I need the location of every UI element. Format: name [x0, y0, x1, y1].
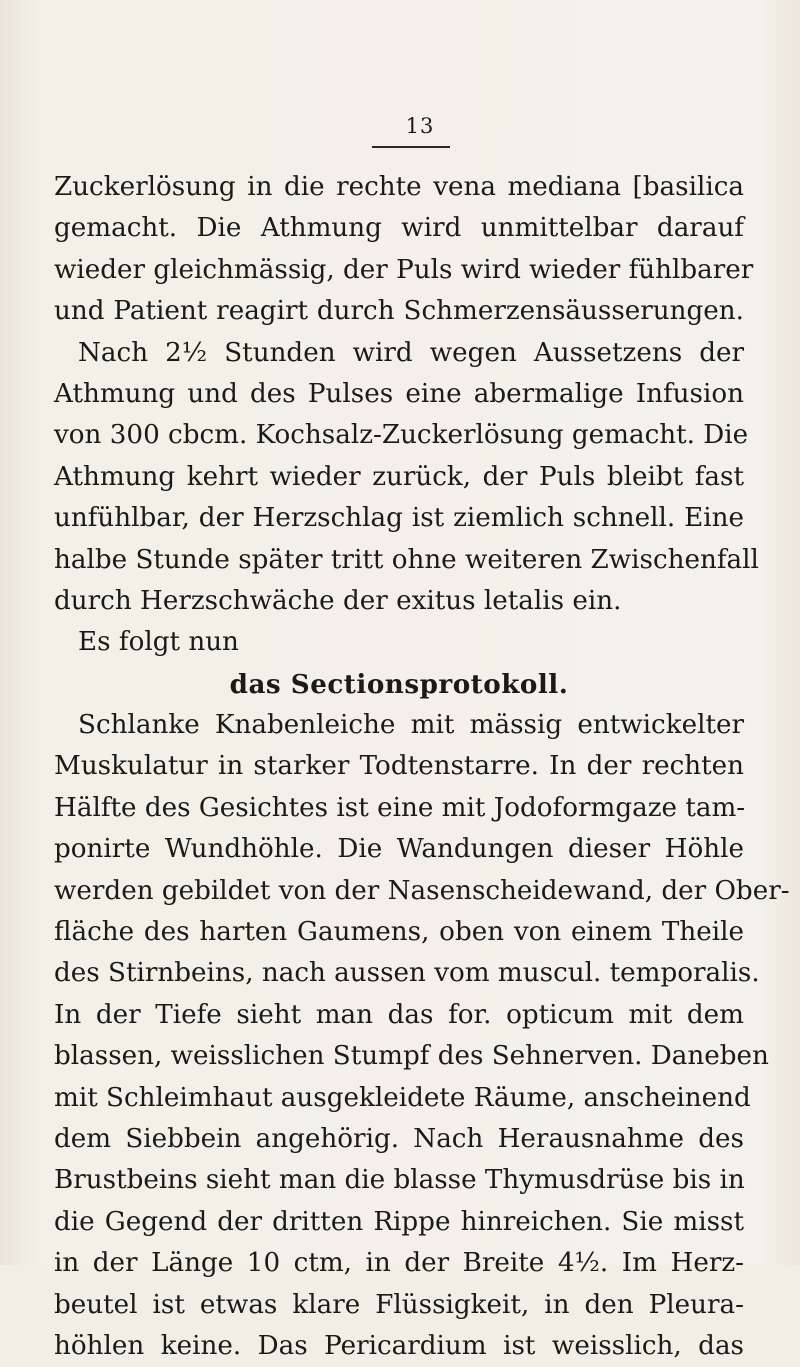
text-line: Schlanke Knabenleiche mit mässig entwickelter	[78, 710, 744, 741]
text-line: Zuckerlösung in die rechte vena mediana [basilica	[54, 172, 744, 202]
text-line: Athmung und des Pulses eine abermalige Infusion	[54, 378, 744, 409]
text-line: Nach 2½ Stunden wird wegen Aussetzens der	[78, 337, 744, 368]
text-line: die Gegend der dritten Rippe hinreichen. Sie misst	[54, 1206, 744, 1237]
text-line: Es folgt nun	[78, 627, 239, 658]
text-line: Athmung kehrt wieder zurück, der Puls bleibt fast	[54, 461, 744, 492]
text-line: Brustbeins sieht man die blasse Thymusdrüse bis in	[54, 1165, 745, 1196]
text-line: des Stirnbeins, nach aussen vom muscul. temporalis.	[54, 958, 760, 989]
text-line: blassen, weisslichen Stumpf des Sehnerven. Daneben	[54, 1041, 769, 1072]
text-line: dem Siebbein angehörig. Nach Herausnahme des	[54, 1123, 744, 1154]
text-line: Muskulatur in starker Todtenstarre. In der rechten	[54, 751, 744, 782]
section-heading: das Sectionsprotokoll.	[229, 668, 569, 700]
body-text	[54, 167, 790, 1367]
text-line: in der Länge 10 ctm, in der Breite 4½. Im Herz-	[54, 1248, 744, 1279]
text-line: unfühlbar, der Herzschlag ist ziemlich schnell. Eine	[54, 503, 744, 534]
text-line: halbe Stunde später tritt ohne weiteren Zwischenfall	[54, 544, 759, 575]
text-line: wieder gleichmässig, der Puls wird wieder fühlbarer	[54, 254, 754, 285]
text-line: gemacht. Die Athmung wird unmittelbar darauf	[54, 213, 744, 244]
text-line: In der Tiefe sieht man das for. opticum mit dem	[54, 999, 744, 1030]
text-line: werden gebildet von der Nasenscheidewand, der Ober-	[54, 875, 790, 906]
text-line: von 300 cbcm. Kochsalz-Zuckerlösung gemacht. Die	[54, 420, 749, 451]
text-line: ponirte Wundhöhle. Die Wandungen dieser Höhle	[54, 834, 744, 865]
text-line: mit Schleimhaut ausgekleidete Räume, anscheinend	[54, 1082, 751, 1113]
text-line: Hälfte des Gesichtes ist eine mit Jodoformgaze tam-	[54, 792, 746, 823]
text-line: fläche des harten Gaumens, oben von einem Theile	[54, 917, 744, 948]
text-line: und Patient reagirt durch Schmerzensäusserungen.	[54, 296, 744, 327]
text-line: durch Herzschwäche der exitus letalis ein.	[54, 585, 622, 616]
header-rule	[372, 146, 450, 148]
text-line: beutel ist etwas klare Flüssigkeit, in den Pleura-	[54, 1289, 744, 1320]
page-number: 13	[405, 114, 435, 138]
text-line: höhlen keine. Das Pericardium ist weisslich, das	[54, 1330, 744, 1361]
